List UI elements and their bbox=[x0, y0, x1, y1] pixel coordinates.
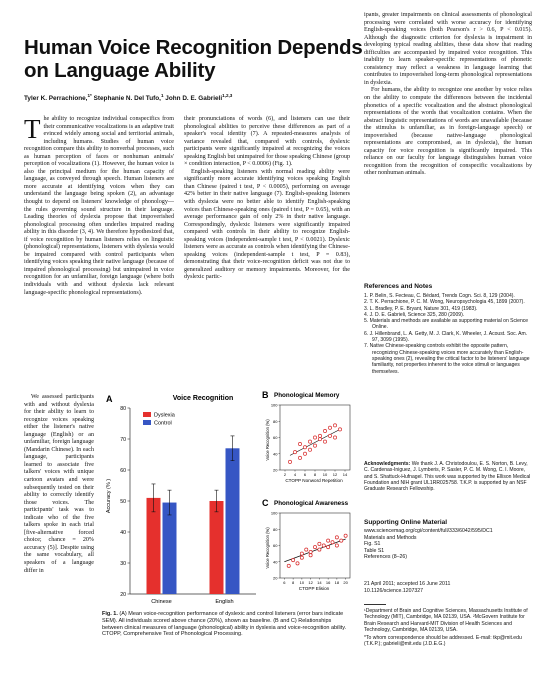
data-point bbox=[318, 438, 321, 441]
body-column-1-narrow bbox=[24, 394, 94, 575]
data-point bbox=[318, 548, 321, 551]
data-point bbox=[313, 546, 316, 549]
axes bbox=[271, 511, 350, 586]
body-column-2 bbox=[184, 116, 350, 282]
data-point bbox=[288, 460, 291, 463]
x-tick-label: 14 bbox=[317, 580, 322, 585]
author-affiliation-mark: 1,2,3 bbox=[222, 93, 233, 98]
data-point bbox=[303, 452, 306, 455]
som-line: References (8–26) bbox=[364, 554, 407, 560]
x-tick-label: 14 bbox=[342, 472, 348, 477]
x-tick-label: 6 bbox=[303, 472, 307, 477]
data-point bbox=[340, 539, 343, 542]
data-point bbox=[328, 434, 331, 437]
trend-line bbox=[290, 429, 340, 455]
panel-b bbox=[262, 390, 350, 483]
y-tick-label: 60 bbox=[273, 543, 278, 548]
reference-item: 2. T. K. Perrachione, P. C. M. Wong, Neuropsychologia 45, 1899 (2007). bbox=[364, 299, 525, 306]
som-line: Materials and Methods bbox=[364, 534, 417, 541]
x-tick-label: 12 bbox=[308, 580, 313, 585]
y-tick-label: 30 bbox=[120, 561, 126, 567]
legend-swatch bbox=[143, 420, 151, 425]
data-point bbox=[327, 539, 330, 542]
data-point bbox=[344, 534, 347, 537]
data-point bbox=[300, 556, 303, 559]
acknowledgments bbox=[364, 461, 532, 492]
reference-list bbox=[364, 293, 532, 375]
x-tick-label: 10 bbox=[299, 580, 305, 585]
bars bbox=[147, 436, 240, 594]
affiliations bbox=[364, 608, 532, 650]
som-line: Fig. S1 bbox=[364, 541, 381, 547]
x-tick-label: English bbox=[215, 599, 234, 605]
paper-title: Human Voice Recognition Depends on Language Ability bbox=[24, 36, 363, 82]
bar bbox=[163, 503, 177, 594]
reference-item: 4. J. D. E. Gabrieli, Science 325, 280 (2009). bbox=[364, 311, 465, 318]
body-paragraph: For humans, the ability to recognize one another by voice relies on the ability to compute the differences between the incidental phonetics of a specific vocalization and the abstract phonological representations of the words that vocalization contains. When the abstract linguistic representations of words are unavailable (because the stimulus is unfamiliar, as in foreign-language speech) or impoverished (because native-language phonological representations are compromised, as in dyslexia), the human capacity for voice recognition is significantly impaired. This reliance on our faculty for language distinguishes human voice recognition from the recognition of conspecific vocalizations by other nonhuman animals. bbox=[364, 87, 532, 177]
y-tick-label: 60 bbox=[120, 468, 126, 474]
reference-item: 6. J. Hillenbrand, L. A. Getty, M. J. Clark, K. Wheeler, J. Acoust. Soc. Am. 97, 3099 (1995). bbox=[364, 330, 528, 344]
data-point bbox=[338, 428, 341, 431]
y-tick-label: 20 bbox=[273, 467, 278, 473]
y-axis-label: Voice Recognition (%) bbox=[265, 419, 270, 461]
received-accepted-dates: 21 April 2011; accepted 16 June 2011 bbox=[364, 581, 451, 587]
affiliation-text: ¹Department of Brain and Cognitive Sciences, Massachusetts Institute of Technology (MIT), Cambridge, MA 02139, USA. ²McGovern Institute for Brain Research and Harvard-MIT Division of Health Sciences and Technology, Cambridge, MA 02139, USA. bbox=[364, 608, 528, 633]
x-axis-label: CTOPP Nonword Repetition bbox=[285, 478, 343, 483]
bar bbox=[147, 498, 161, 594]
bar bbox=[210, 501, 224, 594]
y-tick-label: 80 bbox=[273, 418, 278, 424]
y-tick-label: 80 bbox=[120, 406, 126, 412]
author-name: Stephanie N. Del Tufo, bbox=[93, 95, 161, 103]
data-point bbox=[298, 456, 301, 459]
y-tick-label: 100 bbox=[270, 402, 278, 408]
data-point bbox=[287, 564, 290, 567]
y-tick-label: 60 bbox=[273, 435, 278, 440]
dates-block bbox=[364, 581, 532, 594]
legend-swatch bbox=[143, 412, 151, 417]
x-tick-label: Chinese bbox=[151, 599, 172, 605]
data-point bbox=[318, 542, 321, 545]
data-point bbox=[298, 442, 301, 445]
panel-a-label: A bbox=[106, 394, 113, 404]
y-tick-label: 20 bbox=[120, 592, 126, 598]
y-tick-label: 50 bbox=[120, 499, 126, 505]
panel-c bbox=[262, 498, 350, 591]
data-point bbox=[333, 436, 336, 439]
figure-caption bbox=[102, 611, 352, 638]
doi: 10.1126/science.1207327 bbox=[364, 587, 424, 594]
data-point bbox=[322, 544, 325, 547]
points bbox=[284, 534, 347, 567]
data-point bbox=[292, 559, 295, 562]
som-heading: Supporting Online Material bbox=[364, 519, 448, 526]
x-tick-label: 18 bbox=[334, 580, 340, 585]
som-link[interactable]: www.sciencemag.org/cgi/content/full/333/6042/595/DC1 bbox=[364, 528, 493, 534]
data-point bbox=[328, 426, 331, 429]
data-point bbox=[327, 546, 330, 549]
data-point bbox=[309, 554, 312, 557]
y-axis-label: Accuracy (% ) bbox=[106, 478, 112, 514]
reference-item: 7. Native Chinese-speaking controls exhibit the opposite pattern, recognizing Chinese-speaking voices more accurately than English-speaking ones (2), revealing the critical factor to be listeners' language familiarity, not properties inherent to the voice stimuli or languages themselves. bbox=[364, 343, 530, 375]
x-tick-label: 12 bbox=[332, 472, 338, 477]
chart-title: Phonological Memory bbox=[274, 392, 340, 399]
som-line: Table S1 bbox=[364, 547, 385, 554]
data-point bbox=[300, 552, 303, 555]
data-point bbox=[296, 562, 299, 565]
correspondence-text: *To whom correspondence should be addressed. E-mail: tkp@mit.edu (T.K.P.); gabrieli@mit.edu (J.D.E.G.) bbox=[364, 635, 522, 648]
y-tick-label: 70 bbox=[120, 437, 126, 443]
x-axis-label: CTOPP Elision bbox=[298, 586, 330, 591]
author-line bbox=[24, 93, 274, 102]
x-tick-label: 16 bbox=[325, 580, 331, 585]
data-point bbox=[303, 446, 306, 449]
panel-a bbox=[106, 394, 256, 605]
author-affiliation-mark: 1* bbox=[87, 93, 92, 98]
author-name: John D. E. Gabrieli bbox=[165, 95, 223, 103]
footnote-rule bbox=[364, 604, 386, 605]
legend-label: Control bbox=[154, 420, 172, 427]
y-tick-label: 40 bbox=[273, 451, 278, 457]
y-axis-label: Voice Recognition (%) bbox=[265, 527, 270, 569]
panel-c-label: C bbox=[262, 498, 269, 508]
y-tick-label: 40 bbox=[120, 530, 126, 536]
body-paragraph: he ability to recognize individual conspecifics from their communicative vocalizations is an adaptive trait evinced widely among social and territorial animals, including humans. Studies of human voice recognition compare this ability to nonverbal processes, such as human perception of faces or nonhuman animals' perception of vocalizations (1). However, the human voice is also the principal medium for the human capacity of language, as conveyed through speech. Human listeners are more accurate at identifying voices when they can understand the language being spoken (2), an advantage thought to depend on listeners' knowledge of phonology—the rules governing sound structure in their language. Leading theories of dyslexia propose that impoverished phonological processing often underlies impaired reading ability in this disorder (3, 4). We therefore hypothesized that, if voice recognition by human listeners relies on linguistic (phonological) representations, listeners with dyslexia would be impaired compared with control participants when identifying voices speaking their native language (because of impaired phonological processing) but unimpaired in voice recognition for an unfamiliar, foreign language (where both individuals with and without dyslexia lack relevant language-specific phonological representations). bbox=[24, 116, 174, 296]
x-tick-label: 2 bbox=[283, 472, 287, 477]
chart-title: Voice Recognition bbox=[172, 395, 234, 402]
body-paragraph: ipants, greater impairments on clinical assessments of phonological processing were correlated with worse accuracy for identifying English-speaking voices (both Pearson's r > 0.6, P < 0.015). Although the diagnostic criterion for dyslexia is impairment in developing typical reading abilities, these data show that reading difficulties are accompanied by impaired voice recognition. This inability to learn speaker-specific representations of phonetic consistency may reflect a weakness in language learning that contributes to impoverished long-term phonological representations in dyslexia. bbox=[364, 12, 532, 86]
data-point bbox=[305, 548, 308, 551]
y-tick-label: 80 bbox=[273, 526, 278, 532]
figure-1 bbox=[100, 388, 362, 610]
data-point bbox=[331, 541, 334, 544]
y-tick-label: 100 bbox=[270, 510, 278, 516]
x-tick-label: 20 bbox=[343, 580, 348, 585]
data-point bbox=[335, 536, 338, 539]
author-affiliation-mark: 1 bbox=[160, 93, 164, 98]
reference-item: 3. L. Bradley, P. E. Bryant, Nature 301, 419 (1983). bbox=[364, 305, 478, 312]
data-point bbox=[323, 429, 326, 432]
x-tick-label: 10 bbox=[322, 472, 328, 477]
data-point bbox=[308, 448, 311, 451]
y-tick-label: 40 bbox=[273, 559, 278, 565]
x-tick-label: 8 bbox=[292, 580, 295, 585]
drop-cap: T bbox=[24, 114, 41, 144]
panel-b-label: B bbox=[262, 390, 269, 400]
acknowledgments-text: We thank J. A. Christodoulou, E. S. Norton, B. Levy, C. Cardenas-Iniguez, J. Lymberis, P. Sasler, P. C. M. Wong, C. I. Moore, and S. Shattuck-Hufnagel. This work was supported by the Ellison Medical Foundation and NIH grant UL1RR025758. T.K.P. is supported by an NSF Graduate Research Fellowship. bbox=[364, 461, 531, 493]
points bbox=[288, 424, 341, 464]
som-list bbox=[364, 528, 532, 561]
body-column-3 bbox=[364, 12, 532, 178]
caption-label: Fig. 1. bbox=[102, 611, 118, 617]
caption-text: (A) Mean voice-recognition performance of dyslexic and control listeners (error bars indicate SEM). All individuals scored above chance (20%), shown as baseline. (B and C) Relationships between clinical measures of language (phonological) ability in dyslexia and voice-recognition ability. CTOPP, Comprehensive Test of Phonological Processing. bbox=[102, 611, 347, 638]
data-point bbox=[293, 451, 296, 454]
author-name: Tyler K. Perrachione, bbox=[24, 95, 88, 103]
data-point bbox=[308, 440, 311, 443]
body-paragraph: their pronunciations of words (6), and listeners can use their phonological abilities to perceive these differences as part of a speaker's vocal identity (7). A repeated-measures analysis of variance revealed that, compared with controls, dyslexic participants were significantly impaired at recognizing the voices speaking English but unimpaired for those speaking Chinese (group × condition interaction, P < 0.0006) (Fig. 1). bbox=[184, 116, 350, 168]
body-column-1 bbox=[24, 116, 174, 297]
chart-title: Phonological Awareness bbox=[274, 500, 349, 507]
legend bbox=[143, 412, 176, 427]
reference-item: 5. Materials and methods are available as supporting material on Science Online. bbox=[364, 318, 529, 331]
bar bbox=[226, 448, 240, 594]
data-point bbox=[313, 436, 316, 439]
acknowledgments-label: Acknowledgments: bbox=[364, 461, 411, 467]
legend-label: Dyslexia bbox=[154, 412, 175, 419]
data-point bbox=[309, 550, 312, 553]
reference-item: 1. P. Belin, S. Fecteau, C. Bédard, Trends Cogn. Sci. 8, 129 (2004). bbox=[364, 293, 515, 299]
body-paragraph: We assessed participants with and without dyslexia for their ability to learn to recognize voices speaking either the listener's native language (English) or an unfamiliar, foreign language (Mandarin Chinese). In each language, participants learned to associate five talkers' voices with unique cartoon avatars and were subsequently tested on their ability to correctly identify those voices. The participants' task was to indicate who of the five talkers spoke in each trial [five-alternative forced choice; chance = 20% accuracy (5)]. Despite using the same vocabulary, all speakers of a language differ in bbox=[24, 394, 94, 574]
data-point bbox=[313, 444, 316, 447]
x-tick-label: 4 bbox=[293, 472, 297, 477]
data-point bbox=[335, 544, 338, 547]
body-paragraph: English-speaking listeners with normal reading ability were significantly more accurate identifying voices speaking English than Chinese (paired t test, P < 0.0005), performing on average 42% better in their native language (7). English-speaking listeners with dyslexia were no better able to identify English-speaking voices than Chinese-speaking ones (paired t test, P = 0.65), with an average performance gain of only 2% in their native language. Correspondingly, dyslexic listeners were significantly impaired compared with controls in their ability to recognize English-speaking voices (independent-sample t test, P < 0.0021). Dyslexic listeners were as accurate as controls when identifying the Chinese-speaking voices (independent-sample t test, P = 0.83), demonstrating that their voice-recognition deficit was not due to generalized auditory or memory impairments. Moreover, for the dyslexic partic- bbox=[184, 168, 350, 281]
references-heading: References and Notes bbox=[364, 283, 433, 290]
x-tick-label: 8 bbox=[313, 472, 317, 477]
x-tick-label: 6 bbox=[283, 580, 286, 585]
y-tick-label: 20 bbox=[273, 575, 278, 581]
data-point bbox=[323, 440, 326, 443]
data-point bbox=[333, 424, 336, 427]
data-point bbox=[318, 434, 321, 437]
